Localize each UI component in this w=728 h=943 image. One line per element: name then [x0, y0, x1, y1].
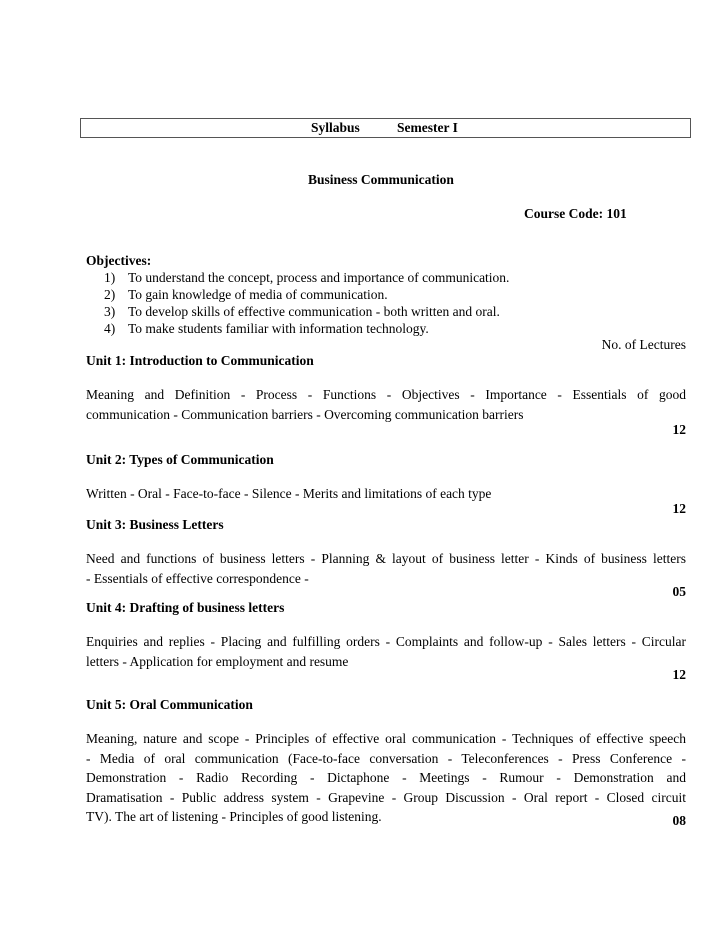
unit-1-title: Unit 1: Introduction to Communication: [86, 353, 314, 368]
unit-3-content: Need and functions of business letters - Planning & layout of business letter - Kinds of business letters - Essentials of effective correspondence -: [86, 551, 686, 586]
course-title: Business Communication: [308, 172, 454, 187]
header-box: [80, 118, 691, 138]
unit-3-lectures: 05: [672, 584, 686, 599]
unit-1-lectures: 12: [672, 422, 686, 437]
objective-item: 3) To develop skills of effective communication - both written and oral.: [104, 304, 500, 319]
unit-2-title: Unit 2: Types of Communication: [86, 452, 274, 467]
unit-5-content: Meaning, nature and scope - Principles of effective oral communication - Techniques of effective speech - Media of oral communication (Face-to-face conversation - Teleconferences - Press Conference - Demonstration - Radio Recording - Dictaphone - Meetings - Rumour - Demonstration and Dramatisation - Public address system - Grapevine - Group Discussion - Oral report - Closed circuit TV). The art of listening - Principles of good listening.: [86, 731, 686, 824]
semester-label: Semester I: [397, 120, 458, 135]
unit-2-lectures: 12: [672, 501, 686, 516]
unit-5-title: Unit 5: Oral Communication: [86, 697, 253, 712]
unit-4-title: Unit 4: Drafting of business letters: [86, 600, 285, 615]
lectures-column-label: No. of Lectures: [601, 337, 686, 352]
unit-4-content: Enquiries and replies - Placing and fulfilling orders - Complaints and follow-up - Sales letters - Circular letters - Application for employment and resume: [86, 634, 686, 669]
unit-3-title: Unit 3: Business Letters: [86, 517, 224, 532]
objectives-heading: Objectives:: [86, 253, 152, 268]
course-code: Course Code: 101: [524, 206, 627, 221]
unit-5-lectures: 08: [672, 813, 686, 828]
unit-4-lectures: 12: [672, 667, 686, 682]
objective-item: 4) To make students familiar with information technology.: [104, 321, 429, 336]
unit-2-content: Written - Oral - Face-to-face - Silence - Merits and limitations of each type: [86, 486, 492, 501]
objective-item: 1) To understand the concept, process and importance of communication.: [104, 270, 510, 285]
objective-item: 2) To gain knowledge of media of communication.: [104, 287, 388, 302]
unit-1-content: Meaning and Definition - Process - Functions - Objectives - Importance - Essentials of good communication - Communication barriers - Overcoming communication barriers: [86, 387, 686, 422]
syllabus-label: Syllabus: [311, 120, 360, 135]
